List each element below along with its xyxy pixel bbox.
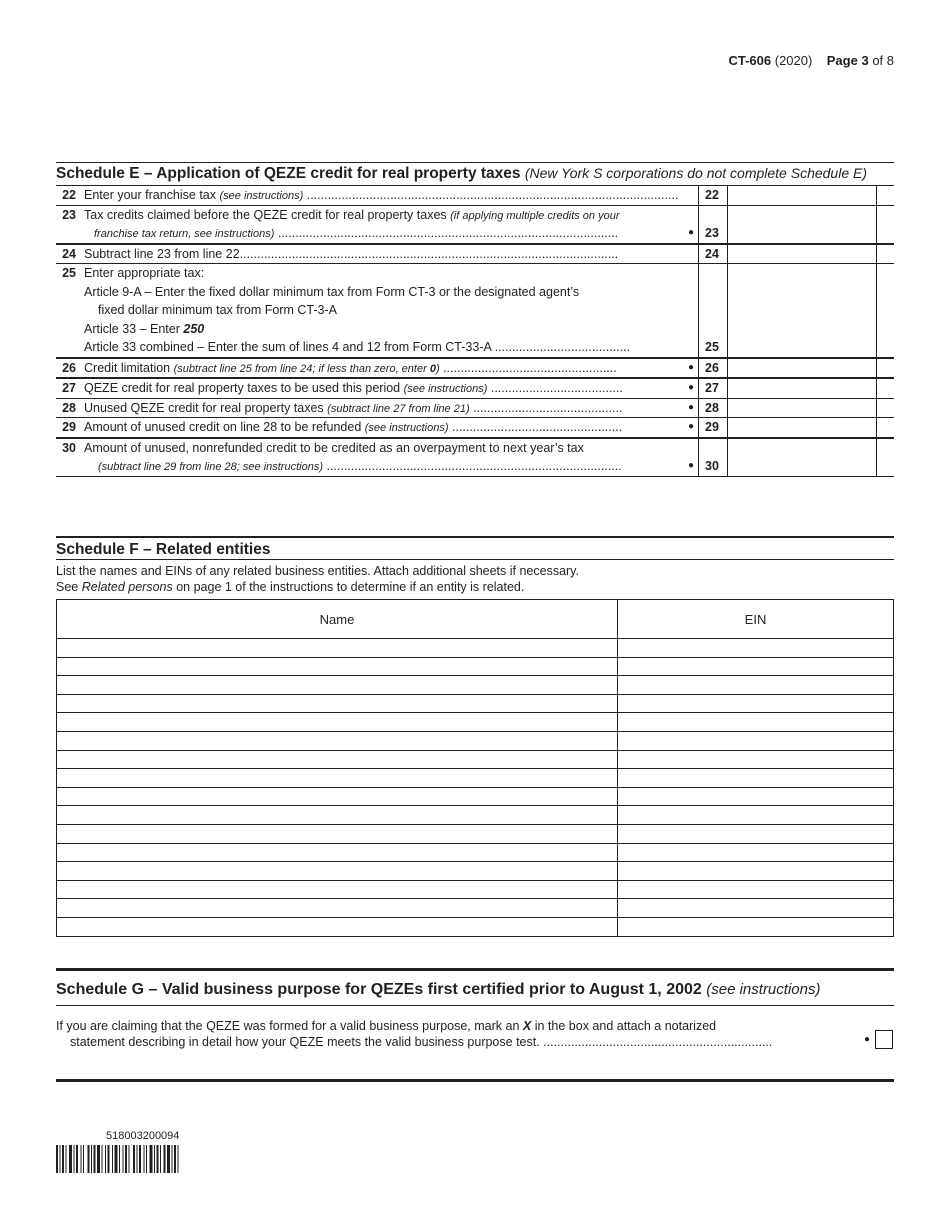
table-row — [57, 862, 894, 881]
schedule-f — [56, 536, 894, 937]
entity-name-cell[interactable] — [57, 917, 618, 936]
entity-ein-cell[interactable] — [618, 824, 894, 843]
line-30: 30 Amount of unused, nonrefunded credit to be credited as an overpayment to next year’s tax — [56, 439, 894, 458]
entity-name-cell[interactable] — [57, 862, 618, 881]
entity-ein-cell[interactable] — [618, 806, 894, 825]
line-27: 27 QEZE credit for real property taxes to be used this period (see instructions) ...................................... ● 27 — [56, 379, 894, 399]
related-entities-table — [56, 599, 894, 937]
page-of: of 8 — [872, 53, 894, 68]
line-23-amount[interactable] — [727, 224, 876, 243]
entity-ein-cell[interactable] — [618, 917, 894, 936]
line-29: 29 Amount of unused credit on line 28 to be refunded (see instructions) ................................................. ● 29 — [56, 418, 894, 439]
line-26: 26 Credit limitation (subtract line 25 from line 24; if less than zero, enter 0) .................................................. ● 26 — [56, 359, 894, 380]
entity-ein-cell[interactable] — [618, 862, 894, 881]
page-label: Page 3 — [826, 53, 869, 68]
table-row — [57, 639, 894, 658]
entity-name-cell[interactable] — [57, 806, 618, 825]
column-name: Name — [57, 600, 618, 639]
entity-name-cell[interactable] — [57, 787, 618, 806]
table-row — [57, 899, 894, 918]
schedule-e-title: Schedule E – Application of QEZE credit for real property taxes (New York S corporations do not complete Schedule E) — [56, 165, 868, 182]
line-24-amount[interactable] — [727, 245, 876, 264]
entity-name-cell[interactable] — [57, 750, 618, 769]
entity-ein-cell[interactable] — [618, 750, 894, 769]
schedule-g-text: If you are claiming that the QEZE was formed for a valid business purpose, mark an X in the box and attach a notarized — [56, 1019, 717, 1033]
page-header — [728, 53, 894, 68]
table-row — [57, 769, 894, 788]
line-28-amount[interactable] — [727, 399, 876, 418]
entity-name-cell[interactable] — [57, 824, 618, 843]
entity-ein-cell[interactable] — [618, 787, 894, 806]
table-row — [57, 824, 894, 843]
line-26-amount[interactable] — [727, 359, 876, 378]
table-row — [57, 843, 894, 862]
line-25: 25 Enter appropriate tax: — [56, 264, 894, 283]
form-year: (2020) — [774, 53, 813, 68]
form-id: CT-606 — [728, 53, 772, 68]
table-row — [57, 917, 894, 936]
table-row — [57, 713, 894, 732]
entity-name-cell[interactable] — [57, 731, 618, 750]
table-row — [57, 880, 894, 899]
line-25-amount[interactable] — [727, 338, 876, 357]
schedule-g: Schedule G – Valid business purpose for QEZEs first certified prior to August 1, 2002 (see instructions) If you are claiming that the QEZE was formed for a valid business purpose, mark an X in the box and attach a notarized statement describing in detail how your QEZE meets the valid business purpose test. .................................................................. ● — [56, 968, 894, 1082]
table-row — [57, 787, 894, 806]
line-22-amount[interactable] — [727, 186, 876, 205]
entity-ein-cell[interactable] — [618, 880, 894, 899]
entity-ein-cell[interactable] — [618, 769, 894, 788]
line-22: 22 Enter your franchise tax (see instructions) ........................................................................................................... 22 — [56, 186, 894, 206]
barcode-number: 518003200094 — [106, 1130, 180, 1142]
entity-name-cell[interactable] — [57, 899, 618, 918]
entity-name-cell[interactable] — [57, 676, 618, 695]
valid-business-purpose-checkbox[interactable] — [875, 1030, 893, 1049]
table-row — [57, 731, 894, 750]
line-28: 28 Unused QEZE credit for real property taxes (subtract line 27 from line 21) ........................................... ● 28 — [56, 399, 894, 419]
entity-name-cell[interactable] — [57, 713, 618, 732]
schedule-e-header — [56, 162, 894, 185]
table-row — [57, 750, 894, 769]
table-row — [57, 676, 894, 695]
table-row — [57, 657, 894, 676]
schedule-g-title: Schedule G – Valid business purpose for QEZEs first certified prior to August 1, 2002 (see instructions) — [56, 981, 821, 998]
schedule-f-notes: List the names and EINs of any related business entities. Attach additional sheets if necessary. See Related persons on page 1 of the instructions to determine if an entity is related. — [56, 559, 894, 595]
entity-name-cell[interactable] — [57, 769, 618, 788]
entity-ein-cell[interactable] — [618, 676, 894, 695]
schedule-f-title: Schedule F – Related entities — [56, 541, 271, 558]
table-row — [57, 694, 894, 713]
table-row — [57, 806, 894, 825]
entity-name-cell[interactable] — [57, 880, 618, 899]
line-29-amount[interactable] — [727, 418, 876, 437]
column-ein: EIN — [618, 600, 894, 639]
entity-name-cell[interactable] — [57, 657, 618, 676]
barcode-image — [56, 1145, 238, 1173]
entity-name-cell[interactable] — [57, 639, 618, 658]
line-23: 23 Tax credits claimed before the QEZE credit for real property taxes (if applying multiple credits on your — [56, 206, 894, 225]
line-24: 24 Subtract line 23 from line 22............................................................................................................. 24 — [56, 245, 894, 265]
schedule-e: Schedule E – Application of QEZE credit for real property taxes (New York S corporations do not complete Schedule E) 22 Enter your franchise tax (see instructions) ........................................................................................................... 22 23 Tax credits claimed before the QEZE credit for real property taxes (if applying multiple credits on your franchise tax return, see instructions) .................................................................................................. ● 23 24 Subtract line 23 from line 22............................................................................................................. 24 25 Enter appropriate tax: Article 9-A – Enter the fixed dollar minimum tax from Form CT-3 or the designated agent’s fixed dollar minimum tax from Form CT-3-A Article 33 – Enter 250 Article 33 combined – Enter the sum of lines 4 and 12 from Form CT-33-A ....................................... 25 26 Credit limitation (subtract line 25 from line 24; if less than zero, enter 0) .................................................. ● 26 27 QEZE credit for real property taxes to be used this period (see instructions) ...................................... ● 27 28 Unused QEZE credit for real property taxes (subtract line 27 from line 21) ........................................... ● 28 29 Amount of unused credit on line 28 to be refunded (see instructions) ................................................. ● 29 30 Amount of unused, nonrefunded credit to be credited as an overpayment to next year’s tax (subtract line 29 from line 28; see instructions) ..................................................................................... ● 30 — [56, 162, 894, 477]
entity-ein-cell[interactable] — [618, 657, 894, 676]
entity-ein-cell[interactable] — [618, 843, 894, 862]
entity-ein-cell[interactable] — [618, 713, 894, 732]
line-27-amount[interactable] — [727, 379, 876, 398]
entity-ein-cell[interactable] — [618, 639, 894, 658]
entity-name-cell[interactable] — [57, 694, 618, 713]
entity-ein-cell[interactable] — [618, 731, 894, 750]
entity-name-cell[interactable] — [57, 843, 618, 862]
entity-ein-cell[interactable] — [618, 899, 894, 918]
entity-ein-cell[interactable] — [618, 694, 894, 713]
line-30-amount[interactable] — [727, 457, 876, 476]
